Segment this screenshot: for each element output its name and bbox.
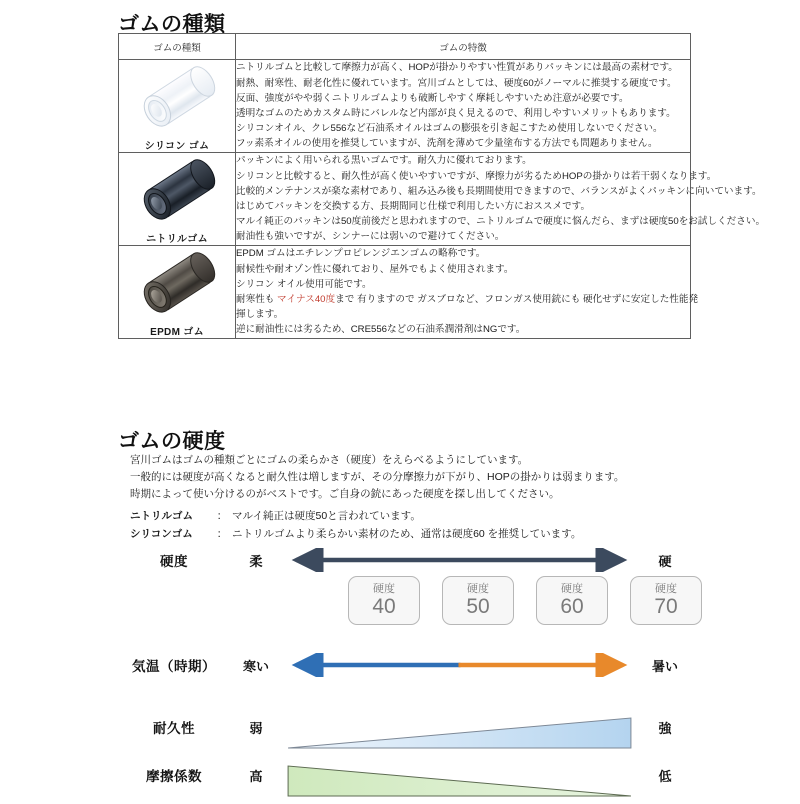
hardness-box-value: 70 (654, 595, 678, 618)
split-double-arrow-icon (282, 653, 637, 677)
scale-row-label: 気温（時期） (132, 659, 216, 674)
scale-row-left-label: 柔 (249, 553, 263, 569)
hardness-scale-diagram (118, 548, 693, 798)
double-arrow-icon (282, 548, 637, 572)
hardness-box-prefix: 硬度 (561, 583, 583, 595)
scale-row-durability (118, 715, 693, 739)
scale-row-right-label: 硬 (658, 553, 672, 569)
feature-line-cold-resistance: 耐寒性も マイナス40度まで 有りますので ガスブロなど、フロンガス使用銃にも 硬化せずに安定した性能発 (236, 294, 699, 305)
rubber-features-cell-epdm (236, 246, 699, 339)
feature-line: 耐候性や耐オゾン性に優れており、屋外でもよく使用されます。 (236, 263, 514, 275)
silicone-rubber-cylinder-icon (127, 60, 227, 134)
scale-row-left-label: 高 (249, 768, 263, 784)
table-row (119, 153, 691, 246)
table-row (119, 246, 691, 339)
table-header-row (119, 34, 691, 60)
scale-row-right-label: 低 (658, 768, 672, 784)
feature-line: シリコンオイル、クレ556など石油系オイルはゴムの膨張を引き起こすため使用しないでください。 (236, 123, 663, 135)
rubber-kind-label: ニトリルゴム (146, 234, 208, 245)
feature-line: 透明なゴムのためカスタム時にバレルなど内部が良く見えるので、利用しやすいメリットもあります。 (236, 108, 676, 119)
scale-row-left-label: 寒い (242, 658, 269, 674)
hardness-paragraph: 一般的には硬度が高くなると耐久性は増しますが、その分摩擦力が下がり、HOPの掛かりは弱まります。 (130, 471, 625, 483)
feature-line: EPDM ゴムはエチレンプロピレンジエンゴムの略称です。 (236, 248, 486, 260)
feature-line: シリコン オイル使用可能です。 (236, 278, 372, 290)
feature-line: 耐熱、耐寒性、耐老化性に優れています。宮川ゴムとしては、硬度60がノーマルに推奨する硬度です。 (236, 77, 677, 89)
rubber-kind-cell-epdm (119, 246, 236, 339)
feature-line: ニトリルゴムと比較して摩擦力が高く、HOPが掛かりやすい性質がありパッキンには最高の素材です。 (236, 62, 678, 74)
scale-row-track (282, 548, 637, 572)
feature-line: はじめてパッキンを交換する方、長期間同じ仕様で利用したい方におススメです。 (236, 201, 591, 212)
rubber-features-cell-silicone (236, 60, 691, 153)
rubber-kind-cell-silicone (119, 60, 236, 153)
feature-line: フッ素系オイルの使用を推奨していますが、洗剤を薄めて少量塗布する方法でも問題ありません。 (236, 138, 658, 150)
decreasing-triangle-icon (282, 763, 637, 799)
note-text: ニトリルゴムより柔らかい素材のため、通常は硬度60 を推奨しています。 (232, 528, 582, 540)
hardness-note-silicone (130, 525, 581, 543)
hardness-box-50[interactable] (442, 576, 514, 625)
table-row (119, 60, 691, 153)
nitrile-rubber-cylinder-icon (127, 153, 227, 227)
note-label: ニトリルゴム (130, 510, 193, 522)
note-separator: ： (216, 510, 228, 522)
hardness-box-value: 60 (560, 595, 584, 618)
scale-row-left-label: 弱 (249, 720, 263, 736)
hardness-box-prefix: 硬度 (373, 583, 395, 595)
scale-row-right-label: 暑い (651, 658, 678, 674)
hardness-box-prefix: 硬度 (655, 583, 677, 595)
scale-row-track (282, 653, 637, 677)
column-header-kind: ゴムの種類 (119, 34, 236, 60)
note-text: マルイ純正は硬度50と言われています。 (232, 510, 421, 522)
feature-line: 揮します。 (236, 309, 284, 321)
hardness-note-nitrile (130, 507, 581, 525)
rubber-types-table (118, 33, 766, 339)
hardness-box-value: 40 (372, 595, 396, 618)
scale-row-track (282, 715, 637, 739)
hardness-box-70[interactable] (630, 576, 702, 625)
feature-line: 逆に耐油性には劣るため、CRE556などの石油系潤滑剤はNGです。 (236, 324, 526, 336)
scale-row-label: 硬度 (160, 554, 188, 569)
hardness-description (130, 452, 690, 503)
feature-line: パッキンによく用いられる黒いゴムです。耐久力に優れております。 (236, 155, 532, 167)
scale-row-temperature (118, 653, 693, 677)
feature-line: 耐油性も強いですが、シンナーには弱いので避けてください。 (236, 231, 505, 243)
rubber-kind-cell-nitrile (119, 153, 236, 246)
hardness-notes (130, 507, 581, 543)
hardness-box-60[interactable] (536, 576, 608, 625)
hardness-box-prefix: 硬度 (467, 583, 489, 595)
scale-row-right-label: 強 (658, 720, 672, 736)
hardness-paragraph: 時期によって使い分けるのがベストです。ご自身の銃にあった硬度を探し出してください。 (130, 488, 560, 500)
note-label: シリコンゴム (130, 528, 193, 540)
page-title-rubber-hardness: ゴムの硬度 (118, 430, 226, 453)
scale-row-track (282, 763, 637, 787)
feature-line: 反面、強度がやや弱くニトリルゴムよりも破断しやすく摩耗しやすいため注意が必要です。 (236, 92, 629, 104)
feature-line: 比較的メンテナンスが楽な素材であり、組み込み後も長期間使用できますので、バランスがよくパッキンに向いています。 (236, 185, 762, 197)
column-header-features: ゴムの特徴 (236, 34, 691, 60)
rubber-kind-label: シリコン ゴム (144, 141, 210, 152)
hardness-paragraph: 宮川ゴムはゴムの種類ごとにゴムの柔らかさ（硬度）をえらべるようにしています。 (130, 454, 529, 466)
feature-line: マルイ純正のパッキンは50度前後だと思われますので、ニトリルゴムで硬度に悩んだら、まずは硬度50をお試しください。 (236, 216, 766, 228)
scale-row-label: 耐久性 (153, 721, 195, 736)
rubber-features-cell-nitrile (236, 153, 766, 246)
feature-line: シリコンと比較すると、耐久性が高く使いやすいですが、摩擦力が劣るためHOPの掛かりは若干弱くなります。 (236, 170, 717, 182)
hardness-value-boxes (348, 576, 748, 625)
scale-row-friction (118, 763, 693, 787)
hardness-box-value: 50 (466, 595, 490, 618)
scale-row-label: 摩擦係数 (146, 769, 202, 784)
rubber-kind-label: EPDM ゴム (150, 327, 204, 338)
page-title-rubber-types: ゴムの種類 (118, 13, 226, 36)
hardness-box-40[interactable] (348, 576, 420, 625)
scale-row-hardness (118, 548, 693, 572)
note-separator: ： (216, 528, 228, 540)
highlighted-text: マイナス40度 (277, 294, 336, 305)
epdm-rubber-cylinder-icon (127, 246, 227, 320)
increasing-triangle-icon (282, 715, 637, 751)
